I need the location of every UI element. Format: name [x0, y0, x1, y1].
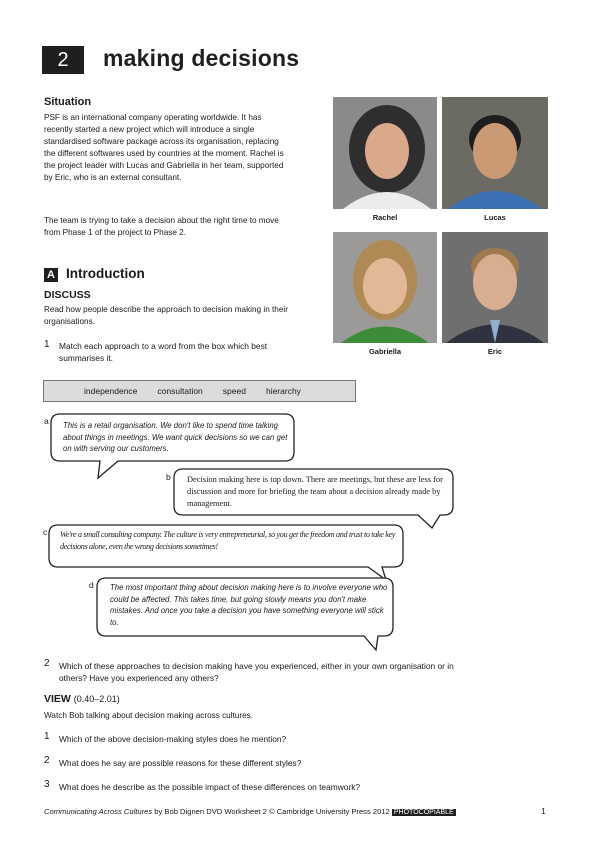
footer-credit [44, 807, 456, 816]
bubble-c-text: We're a small consulting company. The culture is very entrepreneurial, so you get the freedom and trust to take key decisions alone, even the wrong decisions sometimes! [60, 530, 396, 551]
caption-rachel: Rachel [372, 213, 398, 222]
bubble-c-label: c [43, 527, 48, 537]
word-option: hierarchy [265, 386, 301, 396]
discuss-intro: Read how people describe the approach to decision making in their organisations. [44, 305, 288, 327]
caption-lucas: Lucas [484, 213, 506, 222]
view-question-3-text: What does he describe as the possible impact of these differences on teamwork? [59, 782, 361, 792]
section-title: Introduction [66, 266, 145, 281]
word-option: independence [84, 386, 138, 396]
bubble-d-label: d [89, 580, 94, 590]
photocopiable-badge: PHOTOCOPIABLE [393, 809, 454, 816]
bubble-b-label: b [166, 472, 171, 482]
bubble-b-text: Decision making here is top down. There are meetings, but these are less for discussion and more for briefing the team about a decision already made by management. [187, 475, 443, 508]
bubble-a-label: a [44, 416, 49, 426]
view-question-2-text: What does he say are possible reasons for these different styles? [59, 758, 302, 768]
unit-number-badge: 2 [42, 46, 84, 74]
situation-heading: Situation [44, 96, 92, 108]
situation-paragraph-2: The team is trying to take a decision about the right time to move from Phase 1 of the project to Phase 2. [44, 216, 279, 238]
word-option: speed [222, 386, 246, 396]
caption-gabriella: Gabriella [368, 347, 402, 356]
question-2-number: 2 [44, 658, 50, 669]
question-1-number: 1 [44, 339, 50, 350]
footer-book-title: Communicating Across Cultures [44, 807, 153, 816]
discuss-heading: DISCUSS [44, 289, 91, 301]
view-question-2-number: 2 [44, 755, 50, 766]
view-question-1-number: 1 [44, 731, 50, 742]
bubble-a-text: This is a retail organisation. We don't like to spend time talking about things in meetings. We want quick decisions so we can get on with serving our customers. [63, 421, 288, 454]
question-2-text: Which of these approaches to decision making have you experienced, either in your own organisation or in others? Have you experienced any others? [59, 661, 454, 683]
footer-credit-text: by Bob Dignen DVD Worksheet 2 © Cambridge University Press 2012 [152, 807, 392, 816]
page-number: 1 [541, 806, 546, 816]
view-question-1-text: Which of the above decision-making styles does he mention? [59, 734, 287, 744]
caption-eric: Eric [487, 347, 503, 356]
bubble-d-text: The most important thing about decision making here is to involve everyone who could be affected. This takes time, but going slowly means you don't make mistakes. And once you take a decision you have something everyone will stick to. [110, 583, 388, 627]
unit-title: making decisions [103, 45, 300, 71]
view-heading: VIEW (0.40–2.01) [44, 693, 120, 705]
word-option: consultation [157, 386, 203, 396]
view-question-3-number: 3 [44, 779, 50, 790]
section-letter-badge: A [44, 268, 58, 282]
view-timecode: (0.40–2.01) [73, 694, 120, 704]
situation-paragraph-1: PSF is an international company operating worldwide. It has recently started a new project which will introduce a single standardised software package across its organisation, replacing the different softwares used by countries at the moment. Rachel is the project leader with Lucas and Gabriella in her team, supported by Eric, who is an external consultant. [44, 113, 284, 183]
question-1-text: Match each approach to a word from the box which best summarises it. [59, 341, 268, 363]
view-intro: Watch Bob talking about decision making across cultures. [44, 711, 254, 720]
